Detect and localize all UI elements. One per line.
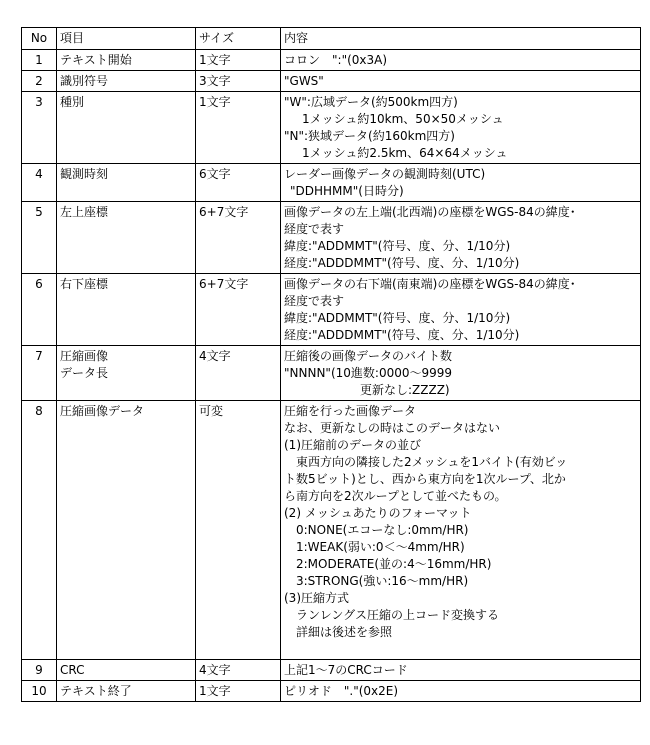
desc-line: ら南方向を2次ループとして並べたもの。 bbox=[284, 489, 507, 503]
row-size: 1文字 bbox=[196, 50, 281, 71]
desc-line: 1メッシュ約2.5km、64×64メッシュ bbox=[302, 146, 508, 160]
desc-line: 1:WEAK(弱い:0＜～4mm/HR) bbox=[296, 540, 465, 554]
desc-line: 更新なし:ZZZZ) bbox=[360, 383, 450, 397]
item-line: 識別符号 bbox=[60, 74, 109, 88]
desc-line: (1)圧縮前のデータの並び bbox=[284, 438, 421, 452]
row-no: 2 bbox=[22, 71, 57, 92]
table-row bbox=[22, 92, 641, 164]
item-line: 右下座標 bbox=[60, 277, 109, 291]
desc-line: "W":広域データ(約500km四方) bbox=[284, 95, 458, 109]
header-desc: 内容 bbox=[281, 28, 641, 50]
desc-line: (2) メッシュあたりのフォーマット bbox=[284, 506, 472, 520]
row-no: 6 bbox=[22, 274, 57, 346]
row-item bbox=[57, 660, 196, 681]
desc-line: 経度で表す bbox=[284, 294, 345, 308]
desc-line: 3:STRONG(強い:16～mm/HR) bbox=[296, 574, 469, 588]
row-desc bbox=[281, 681, 641, 702]
desc-line: 2:MODERATE(並の:4～16mm/HR) bbox=[296, 557, 492, 571]
table-row bbox=[22, 274, 641, 346]
row-no: 3 bbox=[22, 92, 57, 164]
desc-line: 緯度:"ADDMMT"(符号、度、分、1/10分) bbox=[284, 239, 511, 253]
header-size: サイズ bbox=[196, 28, 281, 50]
item-line: データ長 bbox=[60, 366, 109, 380]
item-line: 圧縮画像 bbox=[60, 349, 109, 363]
item-line: 種別 bbox=[60, 95, 85, 109]
desc-line: "GWS" bbox=[284, 74, 324, 88]
header-row bbox=[22, 28, 641, 50]
row-no: 1 bbox=[22, 50, 57, 71]
row-item bbox=[57, 401, 196, 660]
desc-line: 画像データの左上端(北西端)の座標をWGS-84の緯度･ bbox=[284, 205, 576, 219]
row-item bbox=[57, 202, 196, 274]
desc-line: "DDHHMM"(日時分) bbox=[290, 184, 404, 198]
desc-line: ピリオド "."(0x2E) bbox=[284, 684, 399, 698]
desc-line: 圧縮を行った画像データ bbox=[284, 404, 417, 418]
row-no: 8 bbox=[22, 401, 57, 660]
desc-line: 圧縮後の画像データのバイト数 bbox=[284, 349, 453, 363]
desc-line: 経度:"ADDDMMT"(符号、度、分、1/10分) bbox=[284, 328, 520, 342]
row-size: 6+7文字 bbox=[196, 202, 281, 274]
table-row bbox=[22, 71, 641, 92]
item-line: テキスト終了 bbox=[60, 684, 132, 698]
row-item bbox=[57, 50, 196, 71]
desc-line: なお、更新なしの時はこのデータはない bbox=[284, 421, 501, 435]
item-line: 左上座標 bbox=[60, 205, 109, 219]
row-no: 5 bbox=[22, 202, 57, 274]
desc-line: 画像データの右下端(南東端)の座標をWGS-84の緯度･ bbox=[284, 277, 576, 291]
row-size: 1文字 bbox=[196, 92, 281, 164]
table-row bbox=[22, 401, 641, 660]
desc-line: 上記1～7のCRCコード bbox=[284, 663, 408, 677]
item-line: 圧縮画像データ bbox=[60, 404, 145, 418]
table-row bbox=[22, 346, 641, 401]
desc-line: (3)圧縮方式 bbox=[284, 591, 349, 605]
row-desc bbox=[281, 401, 641, 660]
desc-line: ランレングス圧縮の上コード変換する bbox=[296, 608, 500, 622]
row-no: 10 bbox=[22, 681, 57, 702]
row-item bbox=[57, 164, 196, 202]
row-desc bbox=[281, 660, 641, 681]
row-size: 4文字 bbox=[196, 660, 281, 681]
desc-line: 経度:"ADDDMMT"(符号、度、分、1/10分) bbox=[284, 256, 520, 270]
item-line: 観測時刻 bbox=[60, 167, 109, 181]
row-no: 7 bbox=[22, 346, 57, 401]
desc-line: コロン ":"(0x3A) bbox=[284, 53, 388, 67]
row-size: 6文字 bbox=[196, 164, 281, 202]
item-line: CRC bbox=[60, 663, 85, 677]
row-size: 可変 bbox=[196, 401, 281, 660]
header-item: 項目 bbox=[57, 28, 196, 50]
desc-line: 東西方向の隣接した2メッシュを1バイト(有効ビッ bbox=[296, 455, 568, 469]
row-item bbox=[57, 346, 196, 401]
row-size: 4文字 bbox=[196, 346, 281, 401]
desc-line: 緯度:"ADDMMT"(符号、度、分、1/10分) bbox=[284, 311, 511, 325]
desc-line: 1メッシュ約10km、50×50メッシュ bbox=[302, 112, 504, 126]
row-item bbox=[57, 681, 196, 702]
desc-line: 0:NONE(エコーなし:0mm/HR) bbox=[296, 523, 469, 537]
item-line: テキスト開始 bbox=[60, 53, 132, 67]
table-row bbox=[22, 681, 641, 702]
desc-line: 詳細は後述を参照 bbox=[296, 625, 393, 639]
row-size: 6+7文字 bbox=[196, 274, 281, 346]
header-no: No bbox=[22, 28, 57, 50]
row-desc bbox=[281, 164, 641, 202]
row-desc bbox=[281, 202, 641, 274]
row-desc bbox=[281, 71, 641, 92]
desc-line: "NNNN"(10進数:0000～9999 bbox=[284, 366, 453, 380]
row-no: 9 bbox=[22, 660, 57, 681]
row-item bbox=[57, 274, 196, 346]
table-row bbox=[22, 660, 641, 681]
desc-line: ト数5ビット)とし、西から東方向を1次ループ、北か bbox=[284, 472, 566, 486]
table-row bbox=[22, 202, 641, 274]
row-desc bbox=[281, 274, 641, 346]
row-item bbox=[57, 92, 196, 164]
desc-line: レーダー画像データの観測時刻(UTC) bbox=[284, 167, 486, 181]
table-row bbox=[22, 50, 641, 71]
table-row bbox=[22, 164, 641, 202]
row-item bbox=[57, 71, 196, 92]
row-no: 4 bbox=[22, 164, 57, 202]
row-desc bbox=[281, 92, 641, 164]
row-size: 1文字 bbox=[196, 681, 281, 702]
row-size: 3文字 bbox=[196, 71, 281, 92]
row-desc bbox=[281, 346, 641, 401]
desc-line: "N":狭域データ(約160km四方) bbox=[284, 129, 455, 143]
row-desc bbox=[281, 50, 641, 71]
desc-line: 経度で表す bbox=[284, 222, 345, 236]
spec-table bbox=[21, 27, 641, 702]
